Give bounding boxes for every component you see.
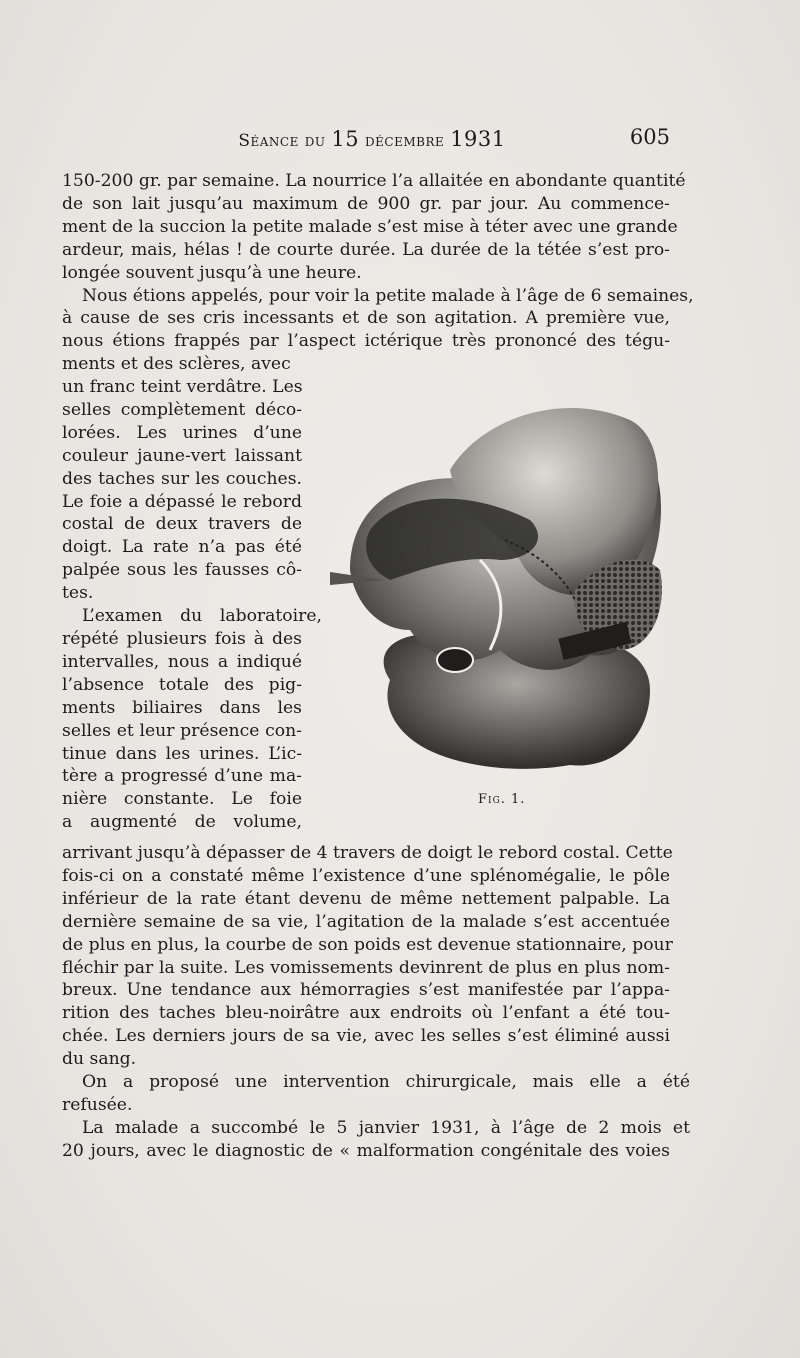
text-line: 20 jours, avec le diagnostic de « malformation congénitale des voies [62,1140,670,1161]
text-line: longée souvent jusqu’à une heure. [62,262,362,283]
header-day: 15 [331,127,360,151]
header-month: décembre [365,131,445,151]
text-line: nière constante. Le foie [62,789,302,810]
text-line: un franc teint verdâtre. Les [62,377,303,397]
text-line: de son lait jusqu’au maximum de 900 gr. par jour. Au commence- [62,193,670,214]
text-line: inférieur de la rate étant devenu de même nettement palpable. La [62,888,670,909]
header-year: 1931 [450,127,506,151]
anatomical-figure [330,380,670,780]
text-line: lorées. Les urines d’une [62,422,302,443]
text-line: l’absence totale des pig- [62,674,302,695]
text-line: dernière semaine de sa vie, l’agitation de la malade s’est accentuée [62,911,670,932]
text-line: On a proposé une intervention chirurgicale, mais elle a été [82,1072,690,1093]
running-header [62,127,670,155]
text-line: palpée sous les fausses cô- [62,560,302,581]
text-line: Nous étions appelés, pour voir la petite malade à l’âge de 6 semaines, [82,285,694,306]
text-line: intervalles, nous a indiqué [62,651,302,672]
text-line: tère a progressé d’une ma- [62,766,302,787]
text-line: répété plusieurs fois à des [62,628,302,649]
text-line: selles complètement déco- [62,399,302,420]
text-line: costal de deux travers de [62,514,302,535]
text-line: refusée. [62,1094,133,1115]
text-line: ments biliaires dans les [62,697,302,718]
narrow-column [62,376,322,834]
paragraph-1 [62,170,694,376]
text-line: tinue dans les urines. L’ic- [62,743,302,764]
text-line: tes. [62,583,94,604]
text-line: selles et leur présence con- [62,720,302,741]
header-title-prefix: Séance du [238,131,326,151]
text-line: 150-200 gr. par semaine. La nourrice l’a allaitée en abondante quantité [62,171,686,191]
text-line: couleur jaune-vert laissant [62,445,302,466]
text-line: à cause de ses cris incessants et de son agitation. A première vue, [62,308,670,329]
page-number: 605 [629,125,670,149]
text-line: rition des taches bleu-noirâtre aux endroits où l’enfant a été tou- [62,1003,670,1024]
text-line: ment de la succion la petite malade s’est mise à téter avec une grande [62,216,678,237]
text-line: chée. Les derniers jours de sa vie, avec les selles s’est éliminé aussi [62,1026,670,1047]
lower-text [62,842,690,1163]
text-line: ments et des sclères, avec [62,354,291,375]
text-line: fléchir par la suite. Les vomissements devinrent de plus en plus nom- [62,957,670,978]
anatomical-illustration-icon [330,380,670,780]
text-line: doigt. La rate n’a pas été [62,537,302,558]
text-line: L’examen du laboratoire, [82,606,322,627]
text-line: nous étions frappés par l’aspect ictérique très prononcé des tégu- [62,331,670,352]
text-line: La malade a succombé le 5 janvier 1931, à l’âge de 2 mois et [82,1117,690,1138]
text-line: a augmenté de volume, [62,812,302,833]
text-line: des taches sur les couches. [62,468,302,489]
header-title [212,127,532,151]
figure-caption: Fig. 1. [478,792,526,807]
text-line: arrivant jusqu’à dépasser de 4 travers de doigt le rebord costal. Cette [62,843,673,863]
text-line: du sang. [62,1049,137,1070]
text-line: Le foie a dépassé le rebord [62,491,302,512]
text-line: de plus en plus, la courbe de son poids est devenue stationnaire, pour [62,934,673,955]
text-line: fois-ci on a constaté même l’existence d’une splénomégalie, le pôle [62,865,670,886]
text-line: breux. Une tendance aux hémorragies s’est manifestée par l’appa- [62,980,670,1001]
text-line: ardeur, mais, hélas ! de courte durée. La durée de la tétée s’est pro- [62,239,670,260]
